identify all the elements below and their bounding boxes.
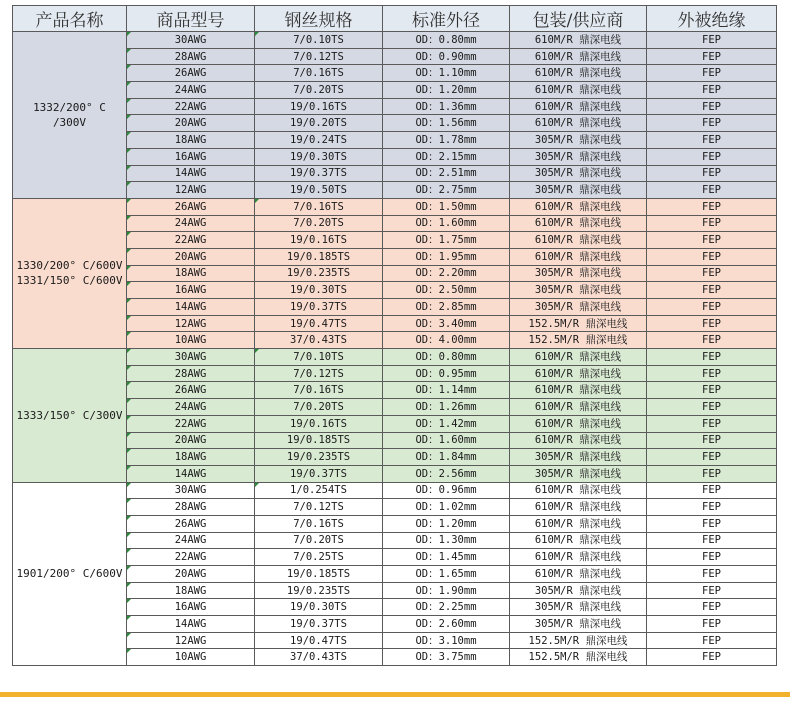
packaging-cell: 152.5M/R 鼎深电线 (510, 332, 647, 349)
packaging-cell: 305M/R 鼎深电线 (510, 132, 647, 149)
outer-diameter-cell: OD：3.40mm (383, 315, 510, 332)
insulation-cell: FEP (647, 432, 777, 449)
wire-spec-cell: 19/0.37TS (255, 299, 383, 316)
outer-diameter-cell: OD：1.78mm (383, 132, 510, 149)
model-cell: 24AWG (127, 532, 255, 549)
wire-spec-cell: 19/0.235TS (255, 265, 383, 282)
wire-spec-cell: 19/0.16TS (255, 98, 383, 115)
outer-diameter-cell: OD：2.25mm (383, 599, 510, 616)
table-row (13, 632, 777, 649)
table-row (13, 198, 777, 215)
insulation-cell: FEP (647, 632, 777, 649)
packaging-cell: 305M/R 鼎深电线 (510, 182, 647, 199)
outer-diameter-cell: OD：1.45mm (383, 549, 510, 566)
outer-diameter-cell: OD：4.00mm (383, 332, 510, 349)
table-row (13, 349, 777, 366)
wire-spec-cell: 7/0.16TS (255, 382, 383, 399)
outer-diameter-cell: OD：1.56mm (383, 115, 510, 132)
header-wire-spec: 钢丝规格 (255, 6, 383, 32)
packaging-cell: 610M/R 鼎深电线 (510, 65, 647, 82)
outer-diameter-cell: OD：0.90mm (383, 48, 510, 65)
wire-spec-cell: 7/0.12TS (255, 365, 383, 382)
packaging-cell: 610M/R 鼎深电线 (510, 499, 647, 516)
outer-diameter-cell: OD：1.26mm (383, 399, 510, 416)
header-outer-diameter: 标准外径 (383, 6, 510, 32)
insulation-cell: FEP (647, 165, 777, 182)
wire-spec-cell: 7/0.10TS (255, 32, 383, 49)
packaging-cell: 305M/R 鼎深电线 (510, 165, 647, 182)
model-cell: 30AWG (127, 482, 255, 499)
outer-diameter-cell: OD：1.14mm (383, 382, 510, 399)
wire-spec-cell: 7/0.12TS (255, 499, 383, 516)
table-row (13, 148, 777, 165)
packaging-cell: 305M/R 鼎深电线 (510, 449, 647, 466)
packaging-cell: 610M/R 鼎深电线 (510, 399, 647, 416)
wire-spec-cell: 37/0.43TS (255, 332, 383, 349)
wire-spec-cell: 19/0.47TS (255, 315, 383, 332)
model-cell: 20AWG (127, 432, 255, 449)
table-row (13, 98, 777, 115)
model-cell: 22AWG (127, 232, 255, 249)
insulation-cell: FEP (647, 315, 777, 332)
insulation-cell: FEP (647, 465, 777, 482)
outer-diameter-cell: OD：0.80mm (383, 32, 510, 49)
product-name-line: 1333/150° C/300V (16, 408, 123, 422)
wire-spec-cell: 19/0.20TS (255, 115, 383, 132)
model-cell: 26AWG (127, 382, 255, 399)
outer-diameter-cell: OD：1.75mm (383, 232, 510, 249)
model-cell: 28AWG (127, 48, 255, 65)
packaging-cell: 152.5M/R 鼎深电线 (510, 632, 647, 649)
table-row (13, 382, 777, 399)
model-cell: 18AWG (127, 449, 255, 466)
table-row (13, 599, 777, 616)
wire-spec-cell: 7/0.10TS (255, 349, 383, 366)
packaging-cell: 610M/R 鼎深电线 (510, 198, 647, 215)
header-packaging: 包装/供应商 (510, 6, 647, 32)
outer-diameter-cell: OD：0.80mm (383, 349, 510, 366)
packaging-cell: 305M/R 鼎深电线 (510, 299, 647, 316)
insulation-cell: FEP (647, 198, 777, 215)
wire-spec-cell: 7/0.20TS (255, 82, 383, 99)
table-row (13, 48, 777, 65)
outer-diameter-cell: OD：2.50mm (383, 282, 510, 299)
outer-diameter-cell: OD：1.84mm (383, 449, 510, 466)
model-cell: 24AWG (127, 399, 255, 416)
model-cell: 20AWG (127, 115, 255, 132)
outer-diameter-cell: OD：1.36mm (383, 98, 510, 115)
wire-spec-cell: 19/0.16TS (255, 415, 383, 432)
model-cell: 16AWG (127, 148, 255, 165)
packaging-cell: 610M/R 鼎深电线 (510, 82, 647, 99)
product-name-cell (13, 198, 127, 348)
outer-diameter-cell: OD：1.42mm (383, 415, 510, 432)
table-row (13, 132, 777, 149)
product-name-line: 1901/200° C/600V (16, 567, 123, 581)
outer-diameter-cell: OD：1.10mm (383, 65, 510, 82)
wire-spec-cell: 19/0.235TS (255, 582, 383, 599)
table-row (13, 415, 777, 432)
wire-spec-cell: 19/0.37TS (255, 165, 383, 182)
packaging-cell: 610M/R 鼎深电线 (510, 248, 647, 265)
model-cell: 20AWG (127, 248, 255, 265)
insulation-cell: FEP (647, 549, 777, 566)
header-row (13, 6, 777, 32)
insulation-cell: FEP (647, 365, 777, 382)
outer-diameter-cell: OD：2.75mm (383, 182, 510, 199)
packaging-cell: 305M/R 鼎深电线 (510, 582, 647, 599)
outer-diameter-cell: OD：1.20mm (383, 82, 510, 99)
outer-diameter-cell: OD：1.60mm (383, 215, 510, 232)
insulation-cell: FEP (647, 148, 777, 165)
packaging-cell: 610M/R 鼎深电线 (510, 215, 647, 232)
packaging-cell: 610M/R 鼎深电线 (510, 232, 647, 249)
packaging-cell: 152.5M/R 鼎深电线 (510, 649, 647, 666)
insulation-cell: FEP (647, 65, 777, 82)
insulation-cell: FEP (647, 98, 777, 115)
table-row (13, 465, 777, 482)
packaging-cell: 152.5M/R 鼎深电线 (510, 315, 647, 332)
bottom-accent-bar (0, 692, 790, 697)
table-row (13, 32, 777, 49)
table-row (13, 582, 777, 599)
model-cell: 22AWG (127, 549, 255, 566)
model-cell: 24AWG (127, 215, 255, 232)
wire-spec-cell: 19/0.16TS (255, 232, 383, 249)
insulation-cell: FEP (647, 582, 777, 599)
table-row (13, 82, 777, 99)
wire-spec-cell: 7/0.16TS (255, 65, 383, 82)
insulation-cell: FEP (647, 616, 777, 633)
packaging-cell: 610M/R 鼎深电线 (510, 32, 647, 49)
insulation-cell: FEP (647, 232, 777, 249)
product-name-line: 1331/150° C/600V (16, 274, 123, 288)
wire-spec-cell: 7/0.16TS (255, 515, 383, 532)
packaging-cell: 610M/R 鼎深电线 (510, 98, 647, 115)
insulation-cell: FEP (647, 215, 777, 232)
product-name-cell (13, 32, 127, 199)
header-model: 商品型号 (127, 6, 255, 32)
table-row (13, 332, 777, 349)
table-row (13, 165, 777, 182)
packaging-cell: 610M/R 鼎深电线 (510, 382, 647, 399)
insulation-cell: FEP (647, 515, 777, 532)
packaging-cell: 610M/R 鼎深电线 (510, 515, 647, 532)
wire-spec-cell: 7/0.25TS (255, 549, 383, 566)
insulation-cell: FEP (647, 566, 777, 583)
table-row (13, 182, 777, 199)
product-name-line: 1330/200° C/600V (16, 259, 123, 273)
insulation-cell: FEP (647, 182, 777, 199)
table-row (13, 515, 777, 532)
table-row (13, 299, 777, 316)
header-product-name: 产品名称 (13, 6, 127, 32)
packaging-cell: 610M/R 鼎深电线 (510, 48, 647, 65)
table-row (13, 315, 777, 332)
packaging-cell: 305M/R 鼎深电线 (510, 599, 647, 616)
model-cell: 14AWG (127, 616, 255, 633)
wire-spec-cell: 7/0.16TS (255, 198, 383, 215)
product-name-line: 1332/200° C (33, 100, 106, 114)
outer-diameter-cell: OD：3.75mm (383, 649, 510, 666)
outer-diameter-cell: OD：1.30mm (383, 532, 510, 549)
table-row (13, 365, 777, 382)
insulation-cell: FEP (647, 482, 777, 499)
packaging-cell: 610M/R 鼎深电线 (510, 415, 647, 432)
packaging-cell: 610M/R 鼎深电线 (510, 549, 647, 566)
model-cell: 18AWG (127, 582, 255, 599)
model-cell: 22AWG (127, 98, 255, 115)
model-cell: 24AWG (127, 82, 255, 99)
insulation-cell: FEP (647, 449, 777, 466)
model-cell: 28AWG (127, 499, 255, 516)
model-cell: 14AWG (127, 165, 255, 182)
outer-diameter-cell: OD：1.50mm (383, 198, 510, 215)
model-cell: 18AWG (127, 265, 255, 282)
table-row (13, 532, 777, 549)
insulation-cell: FEP (647, 399, 777, 416)
packaging-cell: 610M/R 鼎深电线 (510, 482, 647, 499)
outer-diameter-cell: OD：1.65mm (383, 566, 510, 583)
insulation-cell: FEP (647, 265, 777, 282)
insulation-cell: FEP (647, 349, 777, 366)
wire-spec-cell: 7/0.20TS (255, 532, 383, 549)
model-cell: 18AWG (127, 132, 255, 149)
packaging-cell: 610M/R 鼎深电线 (510, 115, 647, 132)
wire-spec-cell: 19/0.30TS (255, 148, 383, 165)
model-cell: 12AWG (127, 182, 255, 199)
model-cell: 26AWG (127, 198, 255, 215)
model-cell: 10AWG (127, 649, 255, 666)
table-row (13, 566, 777, 583)
wire-spec-cell: 19/0.24TS (255, 132, 383, 149)
outer-diameter-cell: OD：1.02mm (383, 499, 510, 516)
table-row (13, 432, 777, 449)
wire-spec-cell: 19/0.185TS (255, 248, 383, 265)
packaging-cell: 305M/R 鼎深电线 (510, 616, 647, 633)
model-cell: 20AWG (127, 566, 255, 583)
spec-table (12, 5, 777, 666)
model-cell: 28AWG (127, 365, 255, 382)
packaging-cell: 610M/R 鼎深电线 (510, 349, 647, 366)
wire-spec-cell: 19/0.185TS (255, 432, 383, 449)
outer-diameter-cell: OD：1.90mm (383, 582, 510, 599)
header-insulation: 外被绝缘 (647, 6, 777, 32)
wire-spec-cell: 19/0.37TS (255, 616, 383, 633)
packaging-cell: 610M/R 鼎深电线 (510, 365, 647, 382)
table-row (13, 499, 777, 516)
table-row (13, 282, 777, 299)
model-cell: 10AWG (127, 332, 255, 349)
outer-diameter-cell: OD：3.10mm (383, 632, 510, 649)
wire-spec-cell: 7/0.20TS (255, 215, 383, 232)
insulation-cell: FEP (647, 115, 777, 132)
wire-spec-cell: 19/0.235TS (255, 449, 383, 466)
outer-diameter-cell: OD：1.60mm (383, 432, 510, 449)
table-row (13, 649, 777, 666)
model-cell: 16AWG (127, 282, 255, 299)
product-name-cell (13, 349, 127, 483)
outer-diameter-cell: OD：2.15mm (383, 148, 510, 165)
outer-diameter-cell: OD：0.95mm (383, 365, 510, 382)
model-cell: 14AWG (127, 299, 255, 316)
table-row (13, 399, 777, 416)
model-cell: 30AWG (127, 32, 255, 49)
wire-spec-cell: 19/0.50TS (255, 182, 383, 199)
outer-diameter-cell: OD：2.60mm (383, 616, 510, 633)
insulation-cell: FEP (647, 299, 777, 316)
model-cell: 26AWG (127, 65, 255, 82)
model-cell: 26AWG (127, 515, 255, 532)
wire-spec-cell: 19/0.47TS (255, 632, 383, 649)
insulation-cell: FEP (647, 332, 777, 349)
insulation-cell: FEP (647, 132, 777, 149)
table-row (13, 65, 777, 82)
outer-diameter-cell: OD：0.96mm (383, 482, 510, 499)
table-row (13, 549, 777, 566)
table-row (13, 482, 777, 499)
outer-diameter-cell: OD：2.51mm (383, 165, 510, 182)
table-row (13, 115, 777, 132)
insulation-cell: FEP (647, 649, 777, 666)
wire-spec-cell: 1/0.254TS (255, 482, 383, 499)
table-row (13, 232, 777, 249)
model-cell: 12AWG (127, 315, 255, 332)
table-row (13, 215, 777, 232)
insulation-cell: FEP (647, 599, 777, 616)
insulation-cell: FEP (647, 382, 777, 399)
insulation-cell: FEP (647, 82, 777, 99)
packaging-cell: 305M/R 鼎深电线 (510, 265, 647, 282)
product-name-cell (13, 482, 127, 666)
wire-spec-cell: 19/0.185TS (255, 566, 383, 583)
model-cell: 16AWG (127, 599, 255, 616)
wire-spec-cell: 19/0.37TS (255, 465, 383, 482)
packaging-cell: 610M/R 鼎深电线 (510, 566, 647, 583)
outer-diameter-cell: OD：2.20mm (383, 265, 510, 282)
wire-spec-cell: 19/0.30TS (255, 282, 383, 299)
wire-spec-cell: 7/0.20TS (255, 399, 383, 416)
packaging-cell: 305M/R 鼎深电线 (510, 465, 647, 482)
table-row (13, 265, 777, 282)
model-cell: 30AWG (127, 349, 255, 366)
packaging-cell: 610M/R 鼎深电线 (510, 432, 647, 449)
insulation-cell: FEP (647, 415, 777, 432)
model-cell: 22AWG (127, 415, 255, 432)
outer-diameter-cell: OD：1.95mm (383, 248, 510, 265)
model-cell: 12AWG (127, 632, 255, 649)
insulation-cell: FEP (647, 32, 777, 49)
packaging-cell: 610M/R 鼎深电线 (510, 532, 647, 549)
wire-spec-cell: 19/0.30TS (255, 599, 383, 616)
model-cell: 14AWG (127, 465, 255, 482)
product-name-line: /300V (52, 115, 87, 129)
outer-diameter-cell: OD：2.85mm (383, 299, 510, 316)
table-row (13, 449, 777, 466)
outer-diameter-cell: OD：1.20mm (383, 515, 510, 532)
insulation-cell: FEP (647, 282, 777, 299)
insulation-cell: FEP (647, 248, 777, 265)
wire-spec-cell: 7/0.12TS (255, 48, 383, 65)
packaging-cell: 305M/R 鼎深电线 (510, 148, 647, 165)
table-row (13, 248, 777, 265)
packaging-cell: 305M/R 鼎深电线 (510, 282, 647, 299)
wire-spec-cell: 37/0.43TS (255, 649, 383, 666)
table-row (13, 616, 777, 633)
insulation-cell: FEP (647, 532, 777, 549)
outer-diameter-cell: OD：2.56mm (383, 465, 510, 482)
insulation-cell: FEP (647, 48, 777, 65)
insulation-cell: FEP (647, 499, 777, 516)
